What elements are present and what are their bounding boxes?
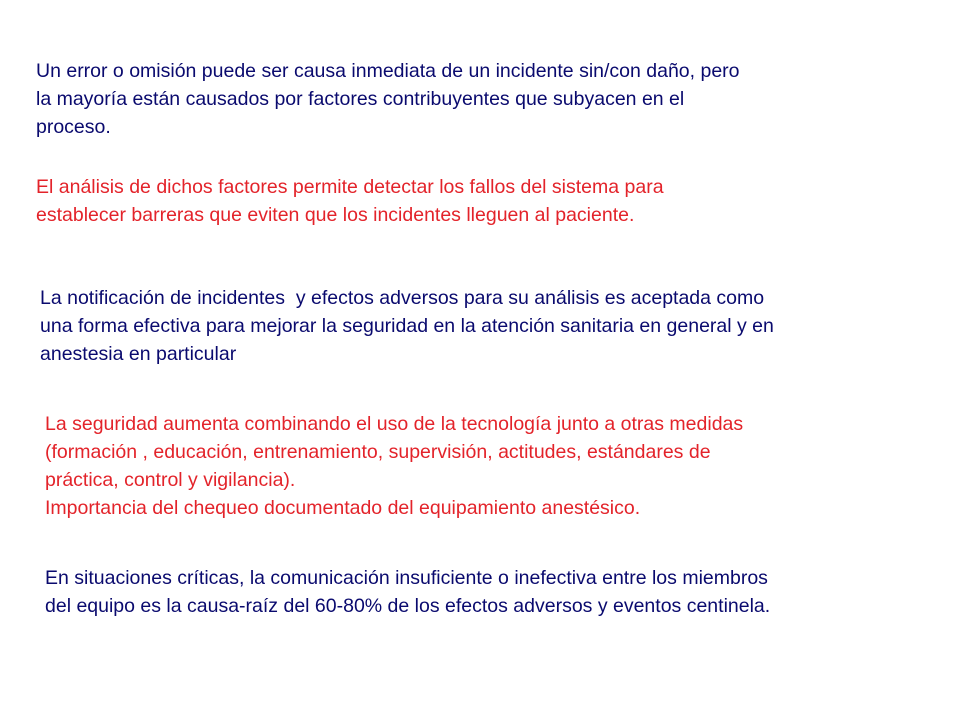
text-line: establecer barreras que eviten que los incidentes lleguen al paciente. bbox=[36, 204, 635, 226]
text-line: práctica, control y vigilancia). bbox=[45, 469, 296, 491]
text-line: La seguridad aumenta combinando el uso de la tecnología junto a otras medidas bbox=[45, 413, 744, 435]
text-line: del equipo es la causa-raíz del 60-80% de los efectos adversos y eventos centinela. bbox=[45, 595, 771, 617]
text-line: El análisis de dichos factores permite detectar los fallos del sistema para bbox=[36, 176, 664, 198]
paragraph-factor-analysis bbox=[36, 173, 664, 229]
text-line: Un error o omisión puede ser causa inmediata de un incidente sin/con daño, pero bbox=[36, 60, 740, 82]
text-line: Importancia del chequeo documentado del equipamiento anestésico. bbox=[45, 497, 641, 519]
text-line: proceso. bbox=[36, 116, 111, 138]
paragraph-error-omission bbox=[36, 57, 740, 141]
text-line: la mayoría están causados por factores contribuyentes que subyacen en el bbox=[36, 88, 685, 110]
text-line: anestesia en particular bbox=[40, 343, 237, 365]
text-line: una forma efectiva para mejorar la seguridad en la atención sanitaria en general y en bbox=[40, 315, 774, 337]
text-line: (formación , educación, entrenamiento, supervisión, actitudes, estándares de bbox=[45, 441, 711, 463]
paragraph-safety-measures bbox=[45, 410, 743, 522]
paragraph-critical-communication bbox=[45, 564, 770, 620]
text-line: La notificación de incidentes y efectos adversos para su análisis es aceptada como bbox=[40, 287, 765, 309]
paragraph-incident-reporting bbox=[40, 284, 774, 368]
text-line: En situaciones críticas, la comunicación insuficiente o inefectiva entre los miembros bbox=[45, 567, 768, 589]
